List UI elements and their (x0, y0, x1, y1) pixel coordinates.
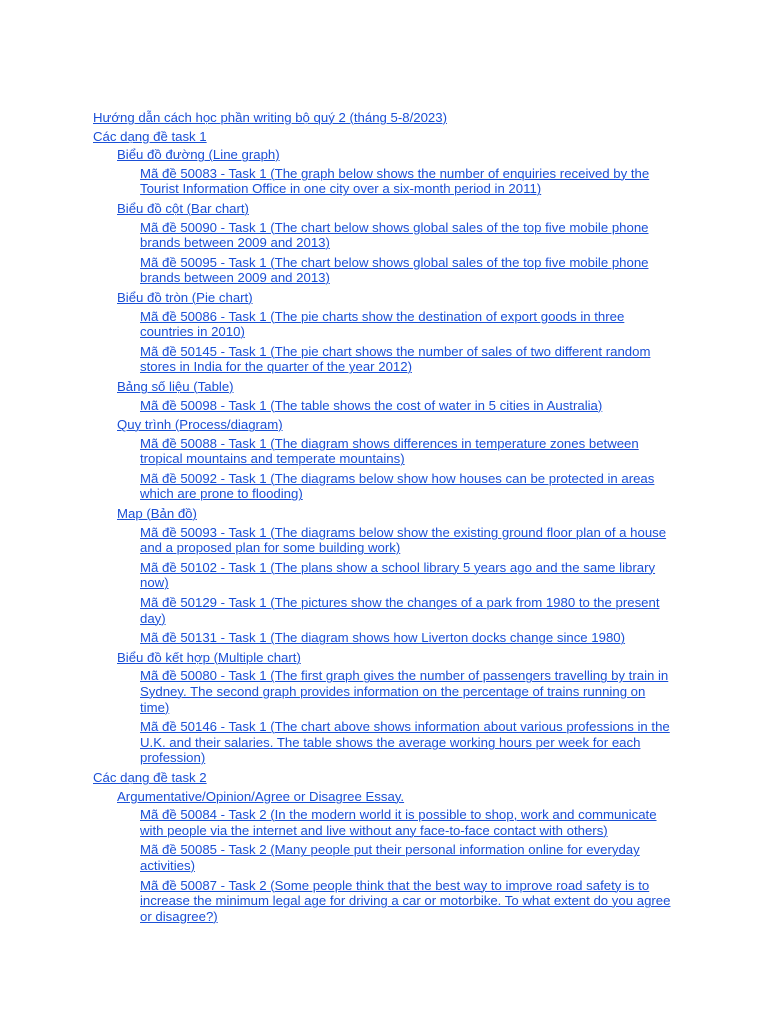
exam-item-link[interactable]: Mã đề 50087 - Task 2 (Some people think that the best way to improve road safety is to increase the minimum legal age for driving a car or motorbike. To what extent do you agree or disagree?) (140, 877, 671, 924)
exam-item-link[interactable]: Mã đề 50145 - Task 1 (The pie chart shows the number of sales of two different random stores in India for the quarter of the year 2012) (140, 343, 651, 375)
exam-item-link[interactable]: Mã đề 50088 - Task 1 (The diagram shows differences in temperature zones between tropical mountains and temperate mountains) (140, 435, 639, 467)
exam-item-link[interactable]: Mã đề 50093 - Task 1 (The diagrams below show the existing ground floor plan of a house and a proposed plan for some building work) (140, 524, 667, 556)
exam-item-link[interactable]: Mã đề 50083 - Task 1 (The graph below shows the number of enquiries received by the Tourist Information Office in one city over a six-month period in 2011) (140, 165, 650, 197)
exam-item-link[interactable]: Mã đề 50102 - Task 1 (The plans show a school library 5 years ago and the same library now) (140, 559, 656, 591)
category-link[interactable]: Biểu đồ tròn (Pie chart) (117, 289, 253, 305)
exam-item-link[interactable]: Mã đề 50129 - Task 1 (The pictures show the changes of a park from 1980 to the present day) (140, 595, 660, 626)
category-link[interactable]: Biểu đồ kết hợp (Multiple chart) (117, 649, 301, 665)
exam-item-link[interactable]: Mã đề 50084 - Task 2 (In the modern world it is possible to shop, work and communicate with people via the internet and live without any face-to-face contact with others) (140, 807, 657, 838)
exam-item-link[interactable]: Mã đề 50131 - Task 1 (The diagram shows how Liverton docks change since 1980) (140, 630, 626, 646)
exam-item-link[interactable]: Mã đề 50098 - Task 1 (The table shows the cost of water in 5 cities in Australia) (140, 397, 603, 413)
category-link[interactable]: Biểu đồ đường (Line graph) (117, 147, 280, 163)
category-link[interactable]: Quy trình (Process/diagram) (117, 417, 283, 433)
section-heading-link[interactable]: Các dạng đề task 2 (93, 769, 207, 785)
exam-item-link[interactable]: Mã đề 50092 - Task 1 (The diagrams below show how houses can be protected in areas which are prone to flooding) (140, 470, 655, 502)
exam-item-link[interactable]: Mã đề 50146 - Task 1 (The chart above shows information about various professions in the U.K. and their salaries. The table shows the average working hours per week for each profession) (140, 719, 670, 766)
category-link[interactable]: Biểu đồ cột (Bar chart) (117, 200, 249, 216)
document-title-link[interactable]: Hướng dẫn cách học phần writing bộ quý 2 (tháng 5-8/2023) (93, 110, 447, 125)
exam-item-link[interactable]: Mã đề 50080 - Task 1 (The first graph gives the number of passengers travelling by train in Sydney. The second graph provides information on the percentage of trains running on time) (140, 668, 669, 715)
exam-item-link[interactable]: Mã đề 50095 - Task 1 (The chart below shows global sales of the top five mobile phone brands between 2009 and 2013) (140, 254, 649, 286)
exam-item-link[interactable]: Mã đề 50090 - Task 1 (The chart below shows global sales of the top five mobile phone brands between 2009 and 2013) (140, 219, 649, 251)
exam-item-link[interactable]: Mã đề 50085 - Task 2 (Many people put their personal information online for everyday activities) (140, 842, 640, 873)
category-link[interactable]: Argumentative/Opinion/Agree or Disagree Essay. (117, 788, 405, 804)
section-heading-link[interactable]: Các dạng đề task 1 (93, 128, 207, 144)
category-link[interactable]: Map (Bản đồ) (117, 506, 197, 522)
exam-item-link[interactable]: Mã đề 50086 - Task 1 (The pie charts show the destination of export goods in three countries in 2010) (140, 308, 625, 340)
category-link[interactable]: Bảng số liệu (Table) (117, 378, 234, 394)
table-of-contents (93, 108, 683, 926)
